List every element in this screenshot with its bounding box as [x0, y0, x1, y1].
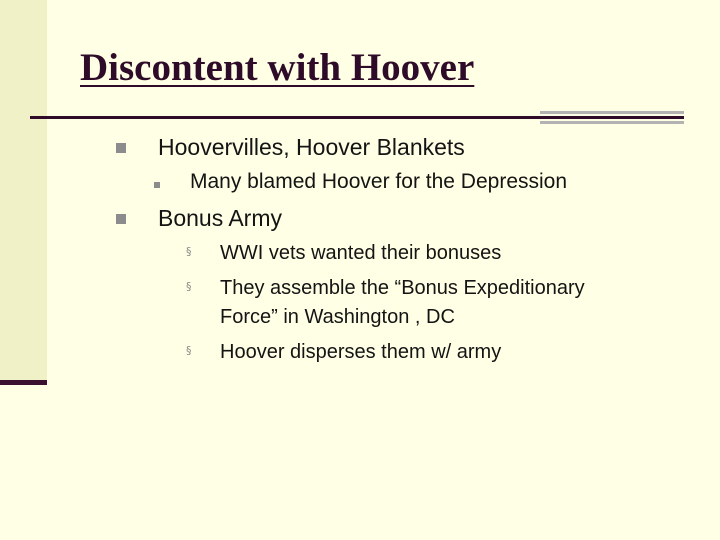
square-bullet-icon — [116, 143, 126, 153]
sub-bullet-item: Many blamed Hoover for the Depression — [190, 170, 568, 193]
bullet-item: Hoovervilles, Hoover Blankets — [158, 134, 465, 160]
left-decor-band-foot — [0, 380, 47, 385]
section-sign-bullet-icon: § — [186, 280, 192, 293]
square-bullet-icon — [116, 214, 126, 224]
small-square-bullet-icon — [154, 182, 160, 188]
section-sign-bullet-icon: § — [186, 245, 192, 258]
left-decor-band — [0, 0, 47, 383]
slide-title: Discontent with Hoover — [80, 46, 475, 89]
sub-bullet-item-continued: Force” in Washington , DC — [220, 306, 455, 328]
bullet-item: Bonus Army — [158, 205, 282, 231]
section-sign-bullet-icon: § — [186, 344, 192, 357]
sub-bullet-item: They assemble the “Bonus Expeditionary — [220, 277, 585, 299]
sub-bullet-item: Hoover disperses them w/ army — [220, 341, 502, 363]
title-rule-accent-line — [540, 116, 684, 119]
sub-bullet-item: WWI vets wanted their bonuses — [220, 242, 502, 264]
